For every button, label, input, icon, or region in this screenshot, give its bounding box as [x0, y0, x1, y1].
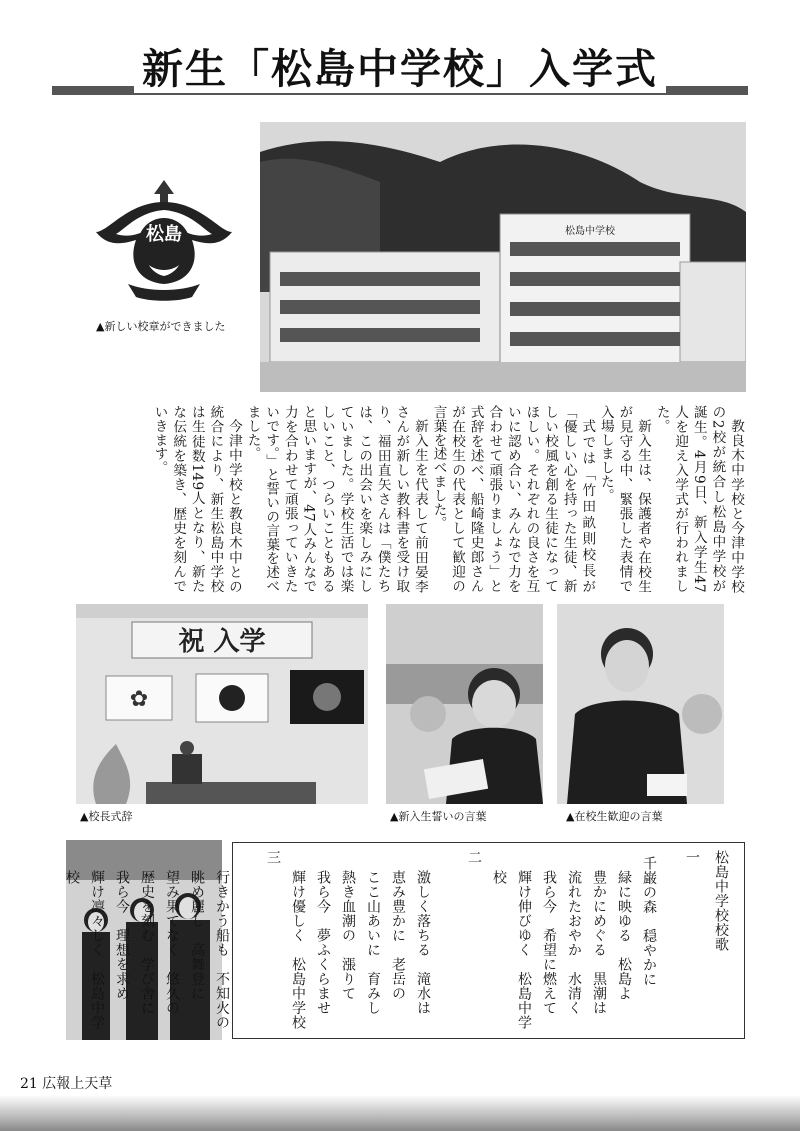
principal-speech-photo: [76, 604, 368, 804]
emblem-text: 松島: [146, 224, 182, 245]
svg-text:✿: ✿: [129, 687, 149, 712]
verse-number: 一: [684, 850, 700, 865]
footer-bar: [0, 1095, 800, 1131]
article-paragraph: 今津中学校と教良木中との統合により、新生松島中学校は生徒数149人となり、新たな伝統を築き、歴史を刻んでいきます。: [151, 405, 242, 593]
emblem-caption: ▲新しい校章ができました: [96, 320, 226, 333]
song-line: 千巌の森 穏やかに: [641, 855, 657, 987]
song-line: 輝け優しく 松島中学校: [290, 869, 306, 1030]
song-line: 恵み豊かに 老岳の: [390, 869, 406, 1001]
song-line: 緑に映ゆる 松島よ: [616, 869, 632, 1001]
article-body: [70, 405, 745, 593]
page-title: 新生「松島中学校」入学式: [52, 44, 748, 94]
song-line: 我ら今 理想を求め: [114, 869, 130, 1001]
article-paragraph: 新入生を代表して前田晏李さんが新しい教科書を受け取り、福田直矢さんは「僕たちは、この出会いを楽しみにしていました。学校生活では楽しいこと、つらいこともあると思いますが、47人みんなで力を合わせて頑張っていきたいです。」と誓いの言葉を述べました。: [244, 405, 428, 593]
article-paragraph: 教良木中学校と今津中学校の2校が統合し松島中学校が誕生。4月9日、新入学生47人を迎え入学式が行われました。: [653, 405, 744, 593]
principal-caption: ▲校長式辞: [80, 810, 133, 823]
song-line: 輝け凛々しく 松島中学校: [64, 869, 105, 1030]
article-paragraph: 式では「竹田畝則校長が「優しい心を持った生徒、新しい校風を創る生徒になってほしい。それぞれの良さを互いに認め合い、みんなで力を合わせて頑張りましょう」と式辞を述べ、船崎隆史郎さんが在校生の代表として歓迎の言葉を述べました。: [430, 405, 596, 593]
song-line: 熱き血潮の 漲りて: [340, 869, 356, 1001]
school-song: [64, 850, 733, 1032]
new-student-caption: ▲新入生誓いの言葉: [390, 810, 487, 823]
verse-number: 二: [466, 850, 482, 865]
song-line: 歴史を刻む 学び舎に: [139, 869, 155, 1015]
senior-caption: ▲在校生歓迎の言葉: [566, 810, 663, 823]
song-title: 松島中学校校歌: [713, 850, 729, 952]
song-line: 輝け伸びゆく 松島中学校: [491, 869, 532, 1030]
banner-text: 祝 入学: [178, 627, 266, 657]
school-emblem: [88, 172, 240, 307]
page-number: 21 広報上天草: [20, 1076, 113, 1092]
new-student-photo: [386, 604, 543, 804]
song-line: ここ山あいに 育みし: [365, 869, 381, 1015]
building-sign: 松島中学校: [565, 226, 615, 237]
senior-student-photo: [557, 604, 724, 804]
song-line: 豊かにめぐる 黒潮は: [591, 869, 607, 1015]
song-line: 我ら今 希望に燃えて: [541, 869, 557, 1015]
song-line: 行きかう船も 不知火の: [214, 869, 230, 1030]
song-line: 望み果てなく 悠久の: [164, 869, 180, 1015]
song-line: 眺め麗し 高舞登に: [189, 869, 205, 1001]
song-line: 流れたおやか 水清く: [566, 869, 582, 1015]
article-paragraph: 新入生は、保護者や在校生が見守る中、緊張した表情で入場しました。: [597, 405, 652, 593]
school-building-photo: [260, 122, 746, 392]
song-line: 激しく落ちる 滝水は: [415, 869, 431, 1015]
song-line: 我ら今 夢ふくらませ: [315, 869, 331, 1015]
verse-number: 三: [265, 850, 281, 865]
song-verse: [679, 850, 704, 865]
